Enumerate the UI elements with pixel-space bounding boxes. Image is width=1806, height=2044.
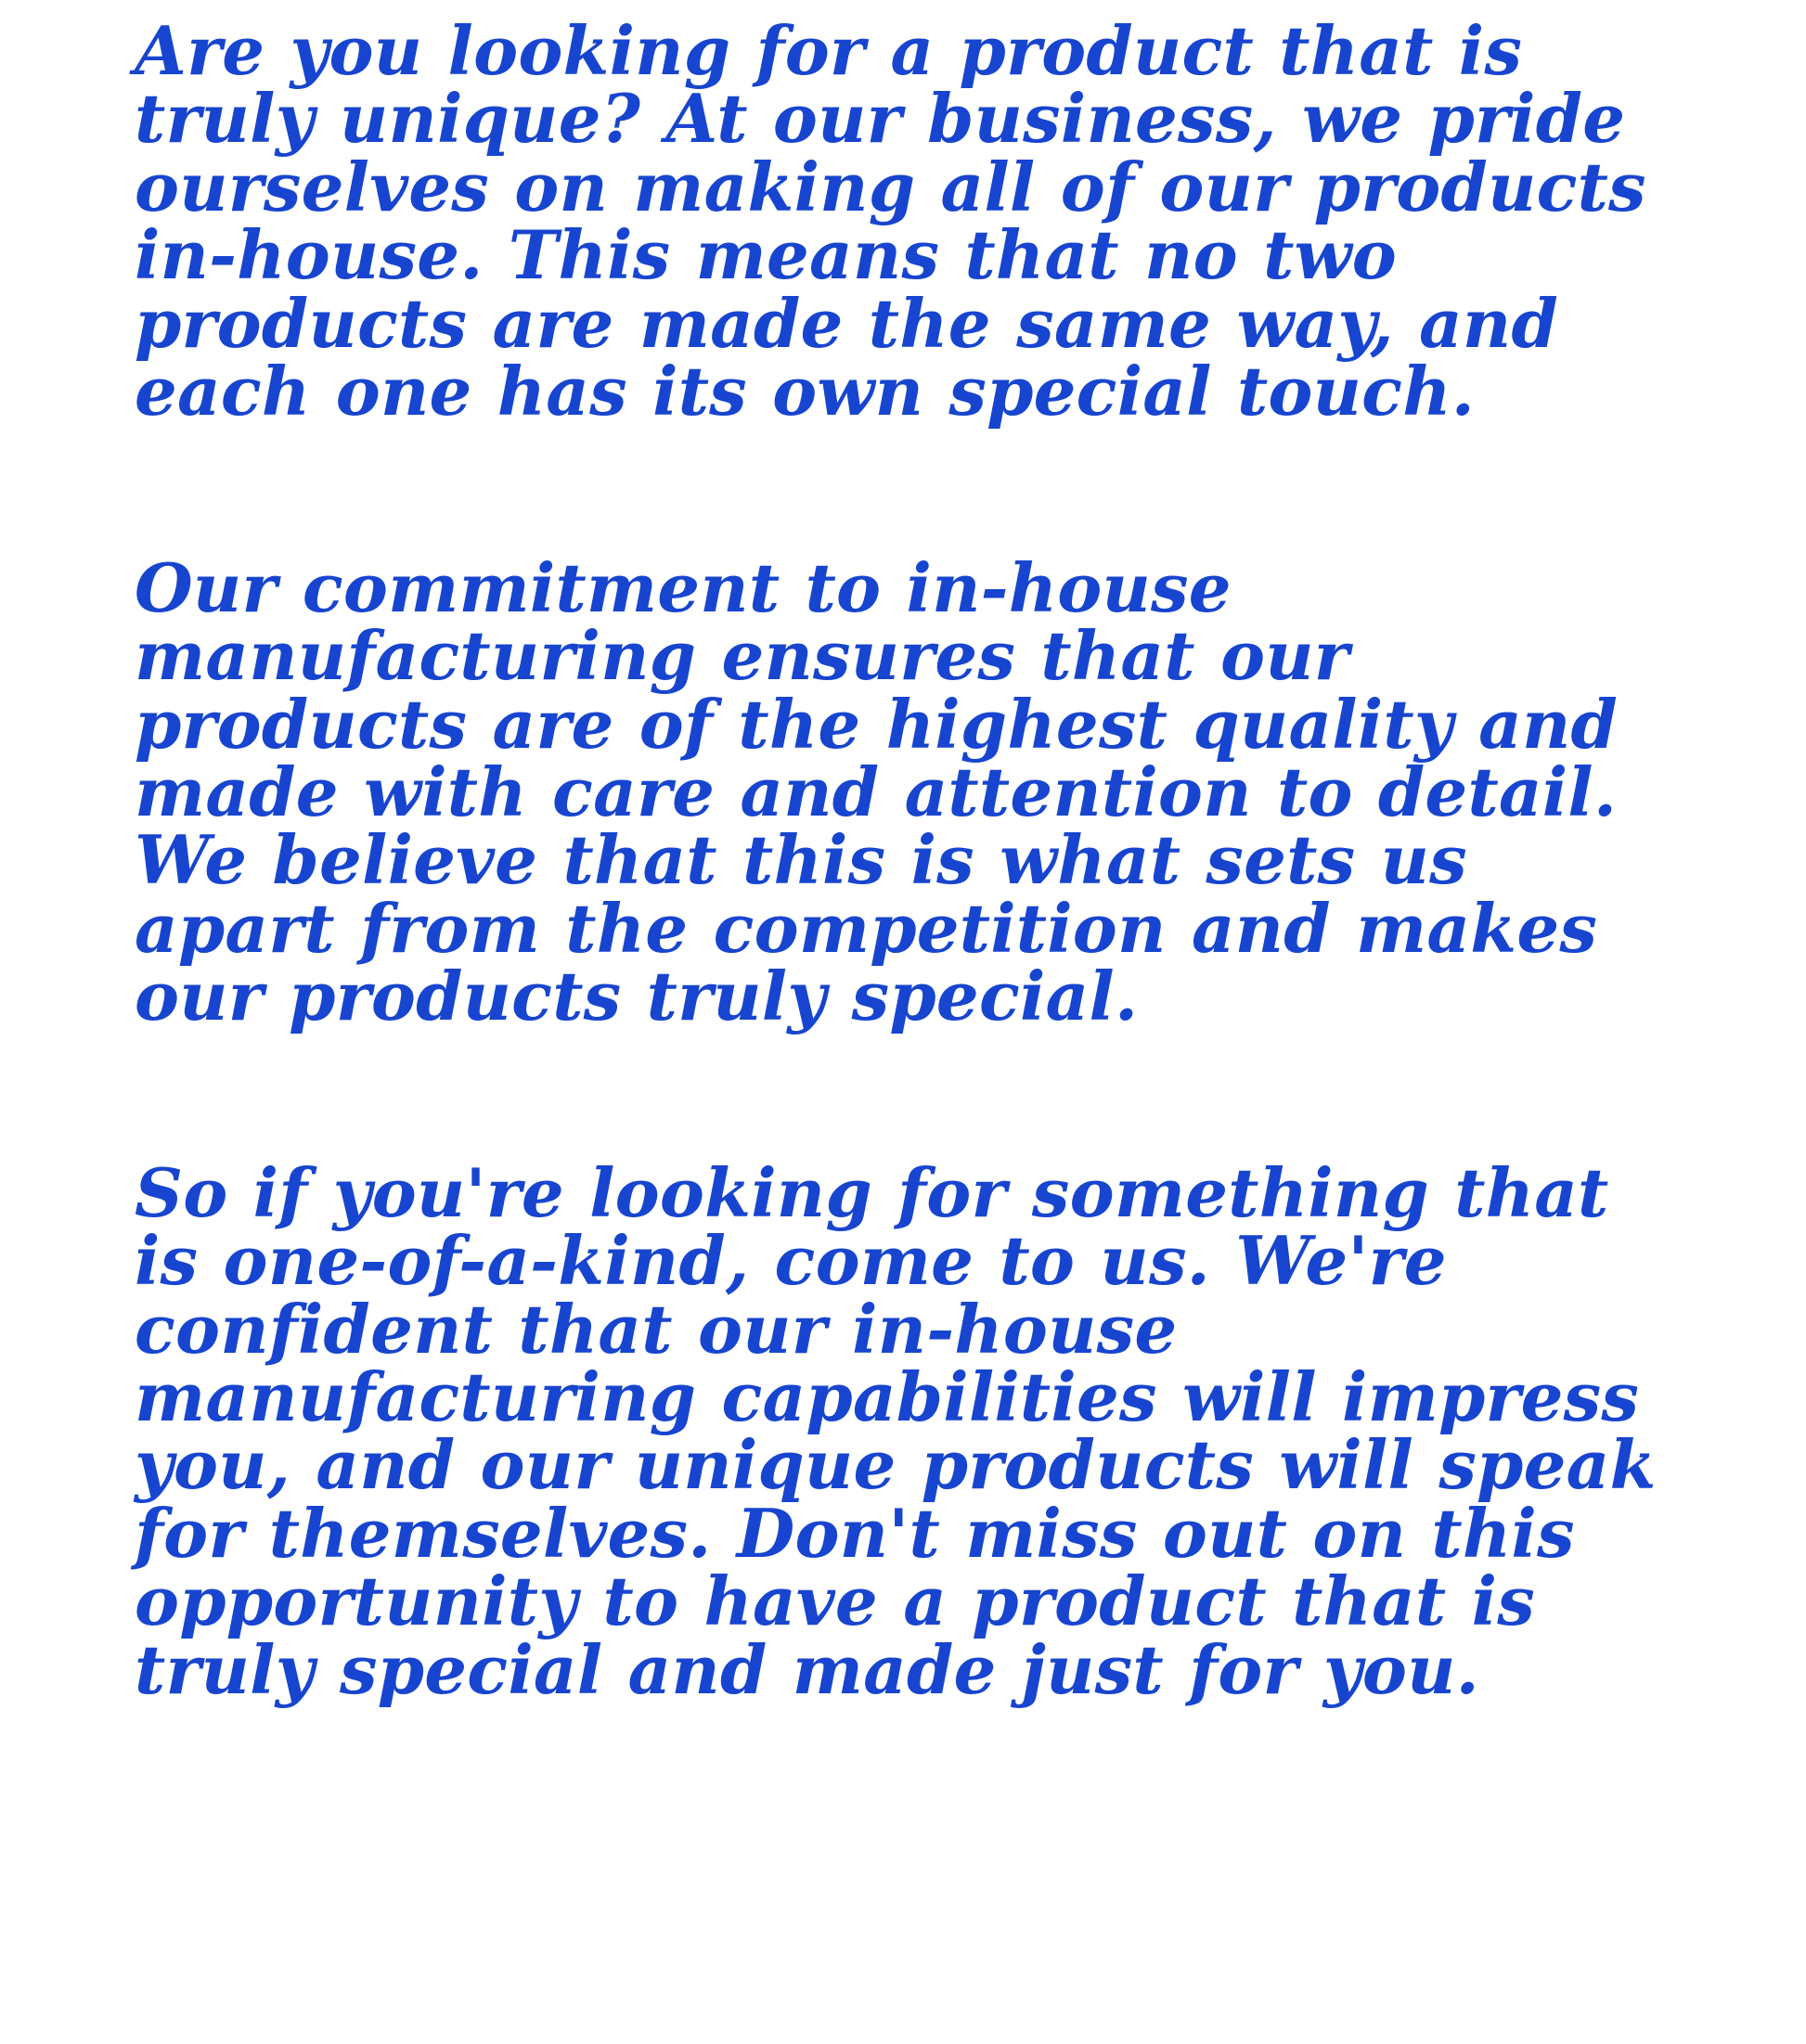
paragraph-commitment: Our commitment to in-house manufacturing ensures that our products are of the highest quality and made with care and attention to detail. We believe that this is what sets us apart from the competition and makes our products truly special. [135, 547, 1619, 1036]
paragraph-call-to-action: So if you're looking for something that is one-of-a-kind, come to us. We're confident that our in-house manufacturing capabilities will impress you, and our unique products will speak for themselves. Don't miss out on this opportunity to have a product that is truly special and made just for you. [135, 1152, 1657, 1709]
paragraph-intro: Are you looking for a product that is truly unique? At our business, we pride ourselves on making all of our products in-house. This means that no two products are made the same way, and each one has its own special touch. [135, 11, 1646, 431]
